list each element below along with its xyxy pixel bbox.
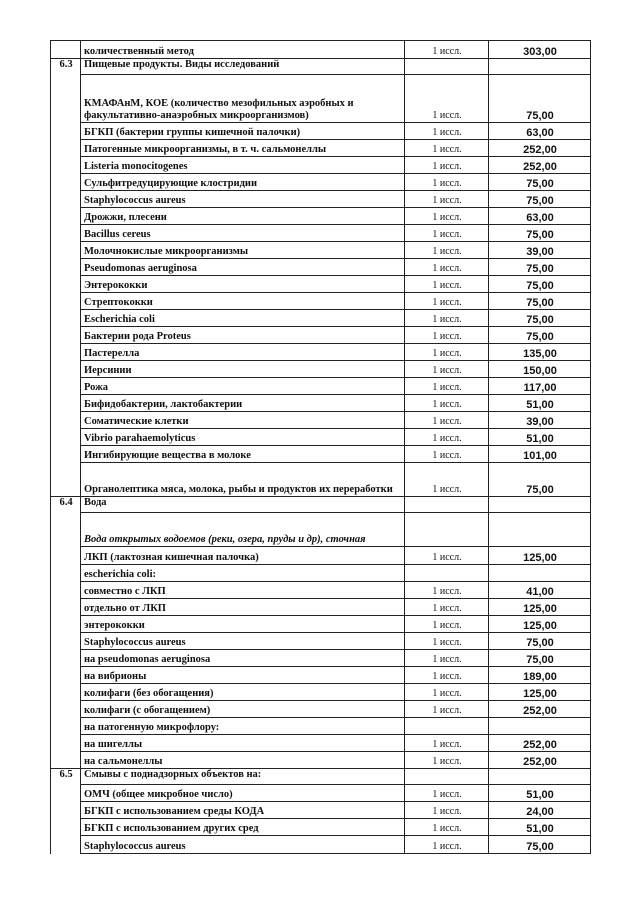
table-row [51, 446, 591, 463]
section-title-cell: Вода [81, 497, 405, 513]
table-row [51, 802, 591, 819]
table-row [51, 157, 591, 174]
table-row [51, 616, 591, 633]
unit-cell [405, 718, 489, 735]
section-number-cell [51, 802, 81, 819]
table-row [51, 463, 591, 497]
unit-cell: 1 иссл. [405, 327, 489, 344]
price-cell: 75,00 [489, 293, 591, 310]
table-row [51, 395, 591, 412]
section-number-cell [51, 616, 81, 633]
price-cell: 75,00 [489, 75, 591, 123]
analysis-name-cell: Соматические клетки [81, 412, 405, 429]
price-cell: 75,00 [489, 259, 591, 276]
price-cell: 75,00 [489, 174, 591, 191]
section-number-cell [51, 819, 81, 836]
analysis-name-cell: совместно с ЛКП [81, 582, 405, 599]
analysis-name-cell: Стрептококки [81, 293, 405, 310]
price-cell: 303,00 [489, 41, 591, 59]
unit-cell [405, 565, 489, 582]
table-row [51, 718, 591, 735]
analysis-name-cell: Сульфитредуцирующие клостридии [81, 174, 405, 191]
section-row [51, 59, 591, 75]
unit-cell: 1 иссл. [405, 344, 489, 361]
section-number-cell [51, 684, 81, 701]
analysis-name-cell: Бифидобактерии, лактобактерии [81, 395, 405, 412]
table-row [51, 293, 591, 310]
unit-cell: 1 иссл. [405, 650, 489, 667]
unit-cell: 1 иссл. [405, 547, 489, 565]
table-row [51, 378, 591, 395]
analysis-name-cell: Ингибирующие вещества в молоке [81, 446, 405, 463]
section-number-cell [51, 293, 81, 310]
table-row [51, 225, 591, 242]
price-cell: 101,00 [489, 446, 591, 463]
table-row [51, 344, 591, 361]
unit-cell: 1 иссл. [405, 378, 489, 395]
unit-cell: 1 иссл. [405, 259, 489, 276]
section-number-cell [51, 191, 81, 208]
analysis-name-cell: на патогенную микрофлору: [81, 718, 405, 735]
price-cell: 150,00 [489, 361, 591, 378]
price-cell: 135,00 [489, 344, 591, 361]
unit-cell: 1 иссл. [405, 819, 489, 836]
unit-cell: 1 иссл. [405, 446, 489, 463]
table-row [51, 208, 591, 225]
analysis-name-cell: Escherichia coli [81, 310, 405, 327]
unit-cell: 1 иссл. [405, 735, 489, 752]
section-number-cell [51, 225, 81, 242]
price-cell: 75,00 [489, 310, 591, 327]
unit-cell: 1 иссл. [405, 752, 489, 769]
table-row [51, 259, 591, 276]
unit-cell: 1 иссл. [405, 191, 489, 208]
price-cell: 252,00 [489, 701, 591, 718]
section-number-cell: 6.5 [51, 769, 81, 785]
analysis-name-cell: Рожа [81, 378, 405, 395]
table-row [51, 513, 591, 547]
section-number-cell [51, 735, 81, 752]
unit-cell: 1 иссл. [405, 123, 489, 140]
unit-cell: 1 иссл. [405, 276, 489, 293]
section-number-cell [51, 41, 81, 59]
analysis-name-cell: КМАФАнМ, КОЕ (количество мезофильных аэробных и факультативно-анаэробных микроорганизмов) [81, 75, 405, 123]
table-row [51, 140, 591, 157]
section-number-cell [51, 123, 81, 140]
table-row [51, 785, 591, 802]
section-row [51, 497, 591, 513]
price-cell: 75,00 [489, 191, 591, 208]
table-row [51, 684, 591, 701]
analysis-name-cell: Органолептика мяса, молока, рыбы и продуктов их переработки [81, 463, 405, 497]
price-cell [489, 718, 591, 735]
analysis-name-cell: Staphylococcus aureus [81, 633, 405, 650]
analysis-name-cell: Vibrio parahaemolyticus [81, 429, 405, 446]
section-row [51, 769, 591, 785]
unit-cell: 1 иссл. [405, 429, 489, 446]
unit-cell: 1 иссл. [405, 836, 489, 854]
section-number-cell [51, 565, 81, 582]
price-cell: 252,00 [489, 735, 591, 752]
unit-cell: 1 иссл. [405, 582, 489, 599]
analysis-name-cell: Вода открытых водоемов (реки, озера, пруды и др), сточная [81, 513, 405, 547]
section-number-cell [51, 650, 81, 667]
unit-cell [405, 59, 489, 75]
section-number-cell [51, 276, 81, 293]
section-number-cell [51, 667, 81, 684]
analysis-name-cell: Staphylococcus aureus [81, 191, 405, 208]
section-number-cell [51, 718, 81, 735]
price-cell: 75,00 [489, 650, 591, 667]
unit-cell [405, 513, 489, 547]
table-row [51, 752, 591, 769]
price-cell: 39,00 [489, 412, 591, 429]
section-number-cell [51, 446, 81, 463]
section-number-cell [51, 429, 81, 446]
section-number-cell [51, 599, 81, 616]
analysis-name-cell: Бактерии рода Proteus [81, 327, 405, 344]
table-row [51, 701, 591, 718]
section-number-cell [51, 547, 81, 565]
unit-cell: 1 иссл. [405, 41, 489, 59]
analysis-name-cell: Молочнокислые микроорганизмы [81, 242, 405, 259]
table-row [51, 429, 591, 446]
table-row [51, 75, 591, 123]
section-number-cell [51, 378, 81, 395]
analysis-name-cell: БГКП (бактерии группы кишечной палочки) [81, 123, 405, 140]
price-cell: 51,00 [489, 429, 591, 446]
price-cell: 75,00 [489, 463, 591, 497]
section-number-cell [51, 208, 81, 225]
price-list-body [51, 41, 591, 854]
unit-cell: 1 иссл. [405, 208, 489, 225]
price-cell [489, 59, 591, 75]
section-title-cell: Пищевые продукты. Виды исследований [81, 59, 405, 75]
section-number-cell [51, 174, 81, 191]
analysis-name-cell: на шигеллы [81, 735, 405, 752]
analysis-name-cell: на pseudomonas aeruginosa [81, 650, 405, 667]
unit-cell: 1 иссл. [405, 225, 489, 242]
unit-cell: 1 иссл. [405, 242, 489, 259]
price-cell: 75,00 [489, 276, 591, 293]
unit-cell: 1 иссл. [405, 361, 489, 378]
price-cell: 252,00 [489, 752, 591, 769]
analysis-name-cell: Listeria monocitogenes [81, 157, 405, 174]
table-row [51, 310, 591, 327]
table-row [51, 174, 591, 191]
price-cell: 63,00 [489, 208, 591, 225]
unit-cell: 1 иссл. [405, 599, 489, 616]
unit-cell: 1 иссл. [405, 174, 489, 191]
table-row [51, 667, 591, 684]
table-row [51, 547, 591, 565]
table-row [51, 836, 591, 854]
unit-cell: 1 иссл. [405, 701, 489, 718]
price-cell: 125,00 [489, 599, 591, 616]
price-cell: 252,00 [489, 157, 591, 174]
table-row [51, 582, 591, 599]
analysis-name-cell: ОМЧ (общее микробное число) [81, 785, 405, 802]
price-cell [489, 497, 591, 513]
section-title-cell: Смывы с поднадзорных объектов на: [81, 769, 405, 785]
price-cell: 117,00 [489, 378, 591, 395]
price-cell: 24,00 [489, 802, 591, 819]
analysis-name-cell: на сальмонеллы [81, 752, 405, 769]
table-row [51, 650, 591, 667]
unit-cell: 1 иссл. [405, 684, 489, 701]
analysis-name-cell: Дрожжи, плесени [81, 208, 405, 225]
section-number-cell [51, 310, 81, 327]
unit-cell: 1 иссл. [405, 463, 489, 497]
table-row [51, 41, 591, 59]
table-row [51, 599, 591, 616]
section-number-cell [51, 140, 81, 157]
section-number-cell [51, 157, 81, 174]
section-number-cell: 6.4 [51, 497, 81, 513]
analysis-name-cell: колифаги (без обогащения) [81, 684, 405, 701]
analysis-name-cell: Патогенные микроорганизмы, в т. ч. сальмонеллы [81, 140, 405, 157]
price-cell [489, 565, 591, 582]
analysis-name-cell: ЛКП (лактозная кишечная палочка) [81, 547, 405, 565]
price-cell: 51,00 [489, 819, 591, 836]
unit-cell: 1 иссл. [405, 412, 489, 429]
unit-cell: 1 иссл. [405, 75, 489, 123]
analysis-name-cell: Энтерококки [81, 276, 405, 293]
price-cell: 75,00 [489, 327, 591, 344]
table-row [51, 565, 591, 582]
price-cell: 75,00 [489, 225, 591, 242]
price-cell [489, 769, 591, 785]
section-number-cell [51, 836, 81, 854]
unit-cell: 1 иссл. [405, 140, 489, 157]
price-cell: 41,00 [489, 582, 591, 599]
section-number-cell [51, 242, 81, 259]
price-cell: 189,00 [489, 667, 591, 684]
price-cell: 51,00 [489, 395, 591, 412]
analysis-name-cell: escherichia coli: [81, 565, 405, 582]
price-cell: 125,00 [489, 547, 591, 565]
section-number-cell [51, 361, 81, 378]
unit-cell: 1 иссл. [405, 785, 489, 802]
unit-cell: 1 иссл. [405, 157, 489, 174]
analysis-name-cell: отдельно от ЛКП [81, 599, 405, 616]
table-row [51, 123, 591, 140]
section-number-cell [51, 701, 81, 718]
section-number-cell [51, 75, 81, 123]
price-cell: 125,00 [489, 684, 591, 701]
analysis-name-cell: энтерококки [81, 616, 405, 633]
section-number-cell [51, 412, 81, 429]
unit-cell: 1 иссл. [405, 293, 489, 310]
section-number-cell [51, 582, 81, 599]
table-row [51, 412, 591, 429]
analysis-name-cell: Пастерелла [81, 344, 405, 361]
unit-cell [405, 497, 489, 513]
price-list-table [50, 40, 591, 854]
unit-cell: 1 иссл. [405, 667, 489, 684]
analysis-name-cell: на вибрионы [81, 667, 405, 684]
table-row [51, 735, 591, 752]
price-cell: 63,00 [489, 123, 591, 140]
price-cell: 75,00 [489, 836, 591, 854]
unit-cell: 1 иссл. [405, 802, 489, 819]
table-row [51, 242, 591, 259]
analysis-name-cell: Иерсинии [81, 361, 405, 378]
unit-cell: 1 иссл. [405, 310, 489, 327]
analysis-name-cell: колифаги (с обогащением) [81, 701, 405, 718]
analysis-name-cell: Bacillus cereus [81, 225, 405, 242]
section-number-cell [51, 785, 81, 802]
section-number-cell [51, 395, 81, 412]
section-number-cell [51, 752, 81, 769]
section-number-cell: 6.3 [51, 59, 81, 75]
price-cell: 125,00 [489, 616, 591, 633]
table-row [51, 327, 591, 344]
table-row [51, 361, 591, 378]
section-number-cell [51, 463, 81, 497]
price-cell: 252,00 [489, 140, 591, 157]
section-number-cell [51, 259, 81, 276]
section-number-cell [51, 633, 81, 650]
section-number-cell [51, 513, 81, 547]
unit-cell: 1 иссл. [405, 633, 489, 650]
analysis-name-cell: Pseudomonas aeruginosa [81, 259, 405, 276]
unit-cell [405, 769, 489, 785]
price-cell: 75,00 [489, 633, 591, 650]
price-cell: 51,00 [489, 785, 591, 802]
analysis-name-cell: Staphylococcus aureus [81, 836, 405, 854]
price-cell [489, 513, 591, 547]
section-number-cell [51, 344, 81, 361]
price-cell: 39,00 [489, 242, 591, 259]
unit-cell: 1 иссл. [405, 395, 489, 412]
table-row [51, 276, 591, 293]
table-row [51, 819, 591, 836]
table-row [51, 191, 591, 208]
analysis-name-cell: БГКП с использованием других сред [81, 819, 405, 836]
unit-cell: 1 иссл. [405, 616, 489, 633]
analysis-name-cell: БГКП с использованием среды КОДА [81, 802, 405, 819]
section-number-cell [51, 327, 81, 344]
analysis-name-cell: количественный метод [81, 41, 405, 59]
table-row [51, 633, 591, 650]
